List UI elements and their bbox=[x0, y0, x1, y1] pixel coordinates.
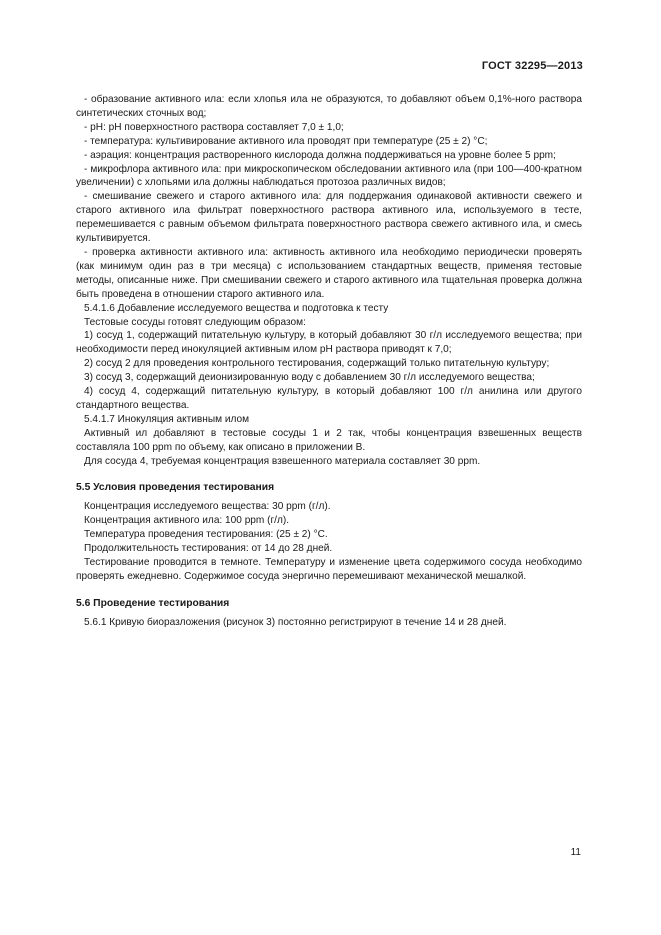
paragraph-temperature: - температура: культивирование активного ила проводят при температуре (25 ± 2) °C; bbox=[84, 135, 488, 147]
document-body bbox=[76, 93, 582, 630]
list-item-vessel-4: 4) сосуд 4, содержащий питательную культуру, в который добавляют 100 г/л анилина или другого стандартного вещества. bbox=[76, 386, 582, 411]
paragraph-ph: - pH: pH поверхностного раствора составляет 7,0 ± 1,0; bbox=[84, 121, 344, 133]
subsection-5-4-1-6: 5.4.1.6 Добавление исследуемого вещества и подготовка к тесту bbox=[84, 302, 389, 314]
condition-duration: Продолжительность тестирования: от 14 до 28 дней. bbox=[84, 543, 333, 555]
subsection-5-4-1-7: 5.4.1.7 Инокуляция активным илом bbox=[84, 413, 250, 425]
paragraph-floc-formation: - образование активного ила: если хлопья ила не образуются, то добавляют объем 0,1%-ного раствора синтетических сточных вод; bbox=[76, 94, 582, 119]
paragraph-microflora: - микрофлора активного ила: при микроскопическом обследовании активного ила (при 100—400-кратном увеличении) с хлопьями ила должны наблюдаться протозоа различных видов; bbox=[76, 163, 582, 189]
paragraph-5-6-1: 5.6.1 Кривую биоразложения (рисунок 3) постоянно регистрируют в течение 14 и 28 дней. bbox=[84, 616, 507, 628]
paragraph-inoculation: Активный ил добавляют в тестовые сосуды 1 и 2 так, чтобы концентрация взвешенных веществ составляла 100 ppm по объему, как описано в приложении В. bbox=[76, 427, 582, 453]
condition-substance-concentration: Концентрация исследуемого вещества: 30 ppm (г/л). bbox=[84, 501, 331, 513]
condition-darkness: Тестирование проводится в темноте. Температуру и изменение цвета содержимого сосуда необходимо проверять ежедневно. Содержимое сосуда энергично перемешивают механической мешалкой. bbox=[76, 557, 582, 582]
page-number: 11 bbox=[570, 847, 581, 858]
section-heading-5-6: 5.6 Проведение тестирования bbox=[76, 597, 230, 609]
standard-code: ГОСТ 32295—2013 bbox=[481, 60, 583, 72]
list-item-vessel-1: 1) сосуд 1, содержащий питательную культуру, в который добавляют 30 г/л исследуемого вещества; при необходимости перед инокуляцией активным илом pH раствора приводят к 7,0; bbox=[76, 330, 582, 356]
paragraph-vessel-4-concentration: Для сосуда 4, требуемая концентрация взвешенного материала составляет 30 ppm. bbox=[84, 455, 481, 467]
condition-sludge-concentration: Концентрация активного ила: 100 ppm (г/л). bbox=[84, 515, 290, 527]
paragraph-activity-check: - проверка активности активного ила: активность активного ила необходимо периодически проверять (как минимум один раз в три месяца) с использованием стандартных веществ, применяя тестовые методы, описанные ниже. При смешивании свежего и старого активного ила тщательная проверка должна быть проведена в отношении старого активного ила. bbox=[76, 246, 582, 300]
condition-temperature: Температура проведения тестирования: (25 ± 2) °C. bbox=[84, 529, 328, 541]
paragraph-aeration: - аэрация: концентрация растворенного кислорода должна поддерживаться на уровне более 5 ppm; bbox=[84, 149, 556, 161]
list-item-vessel-3: 3) сосуд 3, содержащий деионизированную воду с добавлением 30 г/л исследуемого вещества; bbox=[84, 372, 535, 384]
list-item-vessel-2: 2) сосуд 2 для проведения контрольного тестирования, содержащий только питательную культуру; bbox=[84, 358, 550, 370]
section-heading-5-5: 5.5 Условия проведения тестирования bbox=[76, 482, 275, 494]
paragraph-vessels-intro: Тестовые сосуды готовят следующим образом: bbox=[84, 316, 306, 328]
paragraph-mixing: - смешивание свежего и старого активного ила: для поддержания одинаковой активности свежего и старого активного ила фильтрат поверхностного раствора активного ила, используемого в тесте, перемешивается с равным объемом фильтрата поверхностного раствора свежего активного ила, и смесь культивируется. bbox=[76, 191, 582, 245]
